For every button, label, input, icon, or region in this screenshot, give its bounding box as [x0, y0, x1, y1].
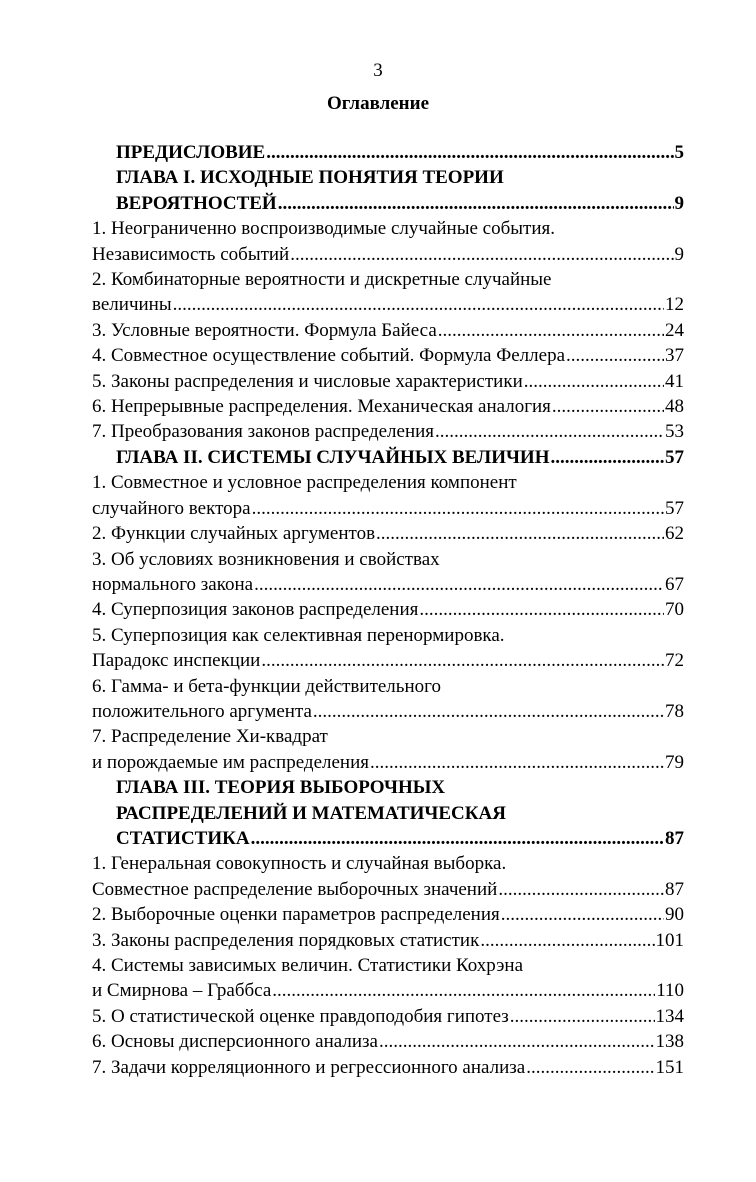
dot-leader	[501, 902, 664, 927]
toc-entry-title: РАСПРЕДЕЛЕНИЙ И МАТЕМАТИЧЕСКАЯ	[116, 802, 506, 824]
toc-entry-line	[92, 674, 684, 699]
toc-page-number: 57	[665, 497, 684, 519]
toc-page-number: 67	[665, 573, 684, 595]
page-title: Оглавление	[326, 93, 430, 114]
page-number: 3	[373, 60, 383, 81]
dot-leader	[419, 597, 664, 622]
toc-entry-title: 3. Условные вероятности. Формула Байеса	[92, 319, 437, 341]
toc-entry-title: 4. Системы зависимых величин. Статистики Кохрэна	[92, 955, 524, 976]
toc-entry-line	[92, 216, 684, 241]
toc-entry-line	[92, 496, 684, 521]
toc-entry-title: и Смирнова – Граббса	[92, 980, 272, 1002]
dot-leader	[510, 1004, 655, 1029]
toc-entry-line	[116, 191, 684, 216]
toc-entry-line	[92, 597, 684, 622]
toc-entry-title: 6. Непрерывные распределения. Механическая аналогия	[92, 396, 551, 418]
toc-entry-line	[92, 648, 684, 673]
toc-entry-line	[92, 292, 684, 317]
toc-page-number: 70	[665, 599, 684, 621]
toc-page-number: 9	[674, 243, 684, 265]
toc-entry-title: ГЛАВА II. СИСТЕМЫ СЛУЧАЙНЫХ ВЕЛИЧИН	[116, 446, 550, 468]
toc-entry-line	[116, 801, 684, 826]
toc-entry-title: Парадокс инспекции	[92, 650, 261, 672]
toc-section-entry	[92, 674, 684, 725]
table-of-contents	[92, 140, 684, 1080]
toc-section-entry	[92, 267, 684, 318]
dot-leader	[254, 572, 664, 597]
toc-page-number: 12	[665, 294, 684, 316]
toc-entry-line	[92, 902, 684, 927]
toc-entry-title: 2. Функции случайных аргументов	[92, 523, 376, 545]
dot-leader	[173, 292, 664, 317]
toc-page-number: 78	[665, 700, 684, 722]
toc-chapter-entry	[92, 140, 684, 165]
toc-page-number: 79	[665, 751, 684, 773]
toc-page-number: 72	[665, 650, 684, 672]
toc-page-number: 41	[665, 370, 684, 392]
toc-page-number: 9	[674, 192, 684, 214]
toc-page-number: 57	[665, 446, 684, 468]
toc-section-entry	[92, 547, 684, 598]
toc-section-entry	[92, 318, 684, 343]
toc-entry-line	[92, 521, 684, 546]
toc-entry-title: 3. Об условиях возникновения и свойствах	[92, 548, 440, 570]
toc-page-number: 5	[674, 142, 684, 163]
dot-leader	[550, 445, 664, 470]
toc-entry-title: 5. О статистической оценке правдоподобия гипотез	[92, 1005, 509, 1027]
toc-entry-line	[116, 445, 684, 470]
toc-entry-title: нормального закона	[92, 573, 254, 595]
toc-entry-title: и порождаемые им распределения	[92, 751, 369, 773]
toc-section-entry	[92, 623, 684, 674]
toc-entry-title: 7. Задачи корреляционного и регрессионного анализа	[92, 1056, 526, 1078]
toc-entry-title: величины	[92, 294, 172, 316]
toc-entry-title: 5. Законы распределения и числовые характеристики	[92, 370, 523, 392]
toc-entry-line	[92, 242, 684, 267]
toc-entry-line	[92, 1055, 684, 1080]
toc-page-number: 87	[665, 827, 684, 849]
toc-entry-line	[116, 826, 684, 851]
toc-section-entry	[92, 953, 684, 1004]
toc-entry-title: 4. Совместное осуществление событий. Формула Феллера	[92, 345, 566, 367]
toc-entry-line	[92, 318, 684, 343]
toc-entry-title: 6. Гамма- и бета-функции действительного	[92, 675, 441, 697]
toc-entry-title: Совместное распределение выборочных значений	[92, 878, 498, 900]
toc-entry-line	[92, 750, 684, 775]
toc-entry-title: 4. Суперпозиция законов распределения	[92, 599, 419, 621]
toc-entry-title: 5. Суперпозиция как селективная перенормировка.	[92, 624, 505, 646]
toc-chapter-entry	[92, 775, 684, 851]
dot-leader	[498, 877, 664, 902]
toc-page-number: 62	[665, 523, 684, 545]
toc-entry-line	[116, 140, 684, 165]
toc-entry-line	[92, 623, 684, 648]
toc-section-entry	[92, 394, 684, 419]
toc-entry-line	[116, 775, 684, 800]
toc-section-entry	[92, 1055, 684, 1080]
toc-entry-line	[92, 394, 684, 419]
toc-section-entry	[92, 902, 684, 927]
toc-page-number: 110	[656, 980, 684, 1002]
toc-section-entry	[92, 1029, 684, 1054]
toc-page-number: 24	[665, 319, 684, 341]
toc-entry-title: 1. Неограниченно воспроизводимые случайные события.	[92, 218, 555, 240]
toc-section-entry	[92, 216, 684, 267]
toc-entry-line	[92, 369, 684, 394]
toc-entry-title: случайного вектора	[92, 497, 251, 519]
dot-leader	[261, 648, 664, 673]
toc-entry-line	[92, 978, 684, 1003]
toc-entry-line	[92, 1004, 684, 1029]
dot-leader	[278, 191, 674, 216]
toc-page-number: 151	[655, 1056, 684, 1078]
toc-entry-title: 2. Комбинаторные вероятности и дискретные случайные	[92, 269, 552, 291]
dot-leader	[435, 419, 664, 444]
toc-entry-title: 3. Законы распределения порядковых статистик	[92, 929, 480, 951]
toc-entry-line	[92, 419, 684, 444]
toc-section-entry	[92, 369, 684, 394]
toc-section-entry	[92, 724, 684, 775]
dot-leader	[313, 699, 664, 724]
toc-entry-title: СТАТИСТИКА	[116, 827, 250, 849]
toc-section-entry	[92, 521, 684, 546]
toc-section-entry	[92, 470, 684, 521]
toc-entry-line	[92, 470, 684, 495]
toc-entry-title: 7. Распределение Хи-квадрат	[92, 726, 328, 748]
toc-entry-line	[92, 267, 684, 292]
toc-entry-title: положительного аргумента	[92, 700, 312, 722]
dot-leader	[438, 318, 664, 343]
toc-entry-title: 6. Основы дисперсионного анализа	[92, 1031, 378, 1053]
toc-entry-line	[92, 724, 684, 749]
toc-entry-line	[92, 343, 684, 368]
toc-page-number: 101	[655, 929, 684, 951]
toc-page-number: 138	[655, 1031, 684, 1053]
toc-entry-title: 7. Преобразования законов распределения	[92, 421, 435, 443]
toc-section-entry	[92, 419, 684, 444]
toc-entry-title: 1. Совместное и условное распределения компонент	[92, 472, 517, 494]
dot-leader	[370, 750, 664, 775]
toc-section-entry	[92, 928, 684, 953]
toc-entry-title: ГЛАВА I. ИСХОДНЫЕ ПОНЯТИЯ ТЕОРИИ	[116, 167, 504, 189]
toc-entry-title: ГЛАВА III. ТЕОРИЯ ВЫБОРОЧНЫХ	[116, 777, 446, 799]
dot-leader	[524, 369, 664, 394]
toc-section-entry	[92, 1004, 684, 1029]
toc-section-entry	[92, 343, 684, 368]
dot-leader	[266, 140, 673, 165]
dot-leader	[566, 343, 664, 368]
toc-page-number: 53	[665, 421, 684, 443]
toc-entry-line	[92, 877, 684, 902]
toc-entry-title: ПРЕДИСЛОВИЕ	[116, 142, 266, 163]
toc-chapter-entry	[92, 445, 684, 470]
toc-entry-line	[92, 851, 684, 876]
toc-entry-title: 1. Генеральная совокупность и случайная выборка.	[92, 853, 507, 875]
toc-entry-line	[92, 928, 684, 953]
toc-section-entry	[92, 851, 684, 902]
dot-leader	[252, 496, 664, 521]
toc-section-entry	[92, 597, 684, 622]
dot-leader	[379, 1029, 655, 1054]
toc-entry-title: Независимость событий	[92, 243, 290, 265]
dot-leader	[251, 826, 664, 851]
dot-leader	[290, 242, 673, 267]
toc-entry-title: 2. Выборочные оценки параметров распределения	[92, 904, 500, 926]
toc-page-number: 37	[665, 345, 684, 367]
dot-leader	[526, 1055, 654, 1080]
toc-page-number: 90	[665, 904, 684, 926]
toc-entry-line	[92, 953, 684, 978]
toc-page-number: 87	[665, 878, 684, 900]
toc-entry-line	[92, 547, 684, 572]
dot-leader	[272, 978, 655, 1003]
dot-leader	[376, 521, 664, 546]
dot-leader	[552, 394, 664, 419]
toc-page-number: 48	[665, 396, 684, 418]
toc-chapter-entry	[92, 165, 684, 216]
toc-entry-line	[116, 165, 684, 190]
toc-entry-line	[92, 699, 684, 724]
dot-leader	[480, 928, 654, 953]
toc-entry-line	[92, 1029, 684, 1054]
toc-page-number: 134	[655, 1005, 684, 1027]
toc-entry-title: ВЕРОЯТНОСТЕЙ	[116, 192, 277, 214]
toc-entry-line	[92, 572, 684, 597]
